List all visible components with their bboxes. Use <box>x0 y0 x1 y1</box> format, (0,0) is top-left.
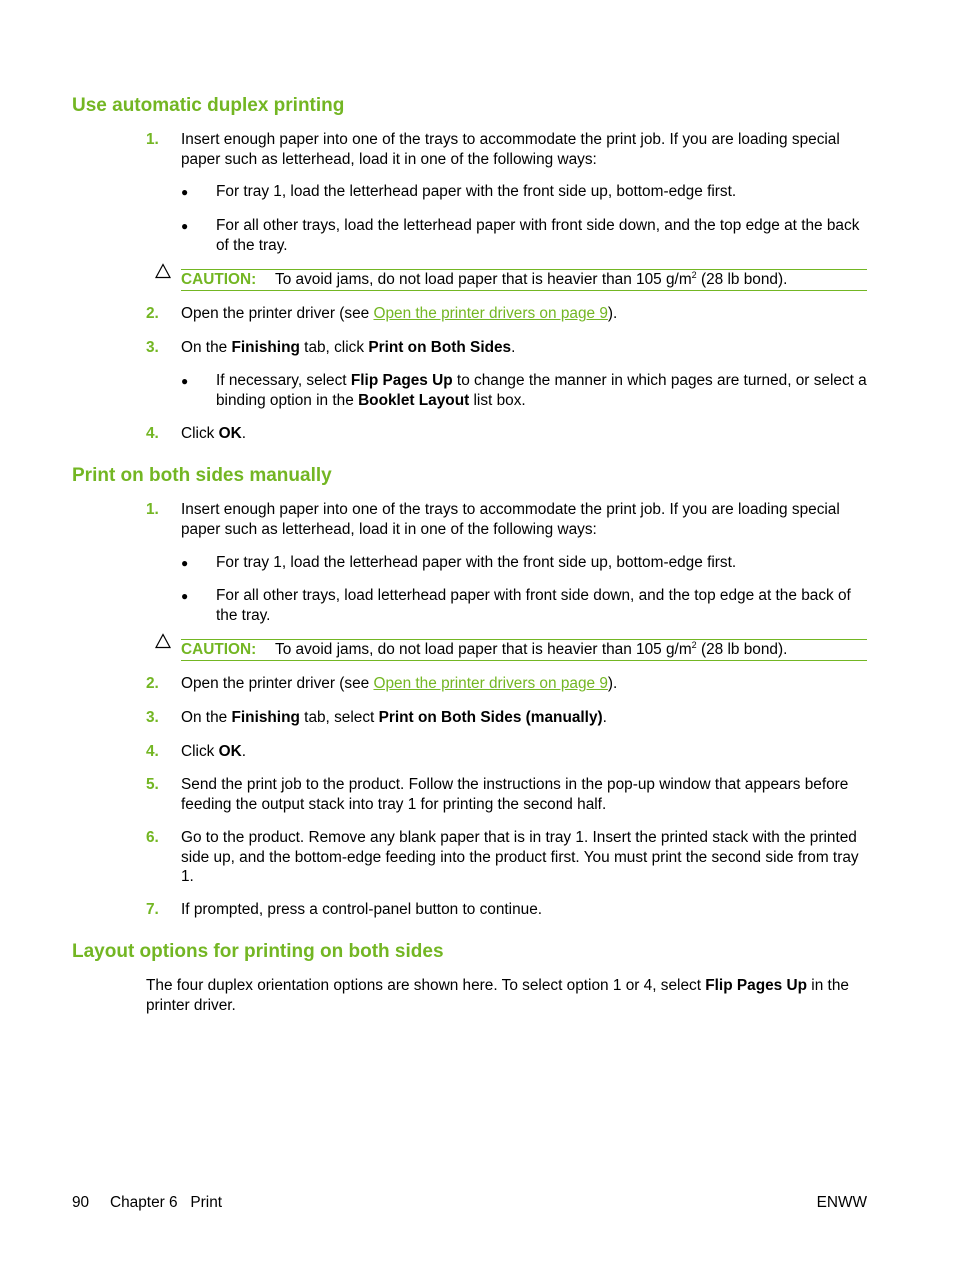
bullet-icon: ● <box>181 219 189 233</box>
bullet-icon: ● <box>181 374 189 388</box>
bold-term: Finishing <box>231 709 300 726</box>
step-number: 3. <box>146 339 159 356</box>
text: tab, select <box>299 709 379 726</box>
step-text: Send the print job to the product. Follow the instructions in the pop-up window that appears before feeding the output stack into tray 1 for printing the second half. <box>181 776 849 813</box>
bullet-text: For tray 1, load the letterhead paper with the front side up, bottom-edge first. <box>216 554 737 571</box>
caution-label: CAUTION: <box>181 271 257 288</box>
text: Open the printer driver (see <box>181 305 374 322</box>
step-text <box>181 424 871 444</box>
paragraph <box>146 976 871 1015</box>
caution-text: To avoid jams, do not load paper that is heavier than 105 g/m <box>275 271 692 288</box>
heading-print-both-sides-manually: Print on both sides manually <box>72 465 332 486</box>
caution-text-end: (28 lb bond). <box>696 641 788 658</box>
open-printer-drivers-link[interactable]: Open the printer drivers on page 9 <box>373 305 608 322</box>
footer-enww: ENWW <box>816 1194 867 1211</box>
step-text <box>181 304 871 324</box>
bullet-icon: ● <box>181 556 189 570</box>
heading-use-automatic-duplex: Use automatic duplex printing <box>72 95 345 116</box>
step-number: 2. <box>146 675 159 692</box>
step-text <box>181 708 871 728</box>
text: in the printer driver. <box>146 977 849 1014</box>
step-text: Insert enough paper into one of the trays to accommodate the print job. If you are loading special paper such as letterhead, load it in one of the following ways: <box>181 501 840 538</box>
text: On the <box>181 709 232 726</box>
caution-triangle-icon <box>155 263 171 279</box>
bold-term: Flip Pages Up <box>705 977 808 994</box>
superscript: 2 <box>691 639 697 650</box>
text: . <box>241 743 246 760</box>
bold-term: Print on Both Sides <box>368 339 512 356</box>
open-printer-drivers-link[interactable]: Open the printer drivers on page 9 <box>373 675 608 692</box>
bold-term: Booklet Layout <box>358 391 470 409</box>
text: ). <box>607 675 618 692</box>
text: . <box>241 425 246 442</box>
text: The four duplex orientation options are shown here. To select option 1 or 4, select <box>146 977 706 994</box>
text: to change the manner in which pages are turned, or select a binding option in the <box>216 372 867 409</box>
heading-layout-options: Layout options for printing on both sides <box>72 941 444 962</box>
chapter-label: Chapter 6 Print <box>110 1194 223 1211</box>
bullet-text: For all other trays, load the letterhead paper with front side down, and the top edge at the back of the tray. <box>216 217 860 254</box>
step-text: Go to the product. Remove any blank paper that is in tray 1. Insert the printed stack with the printed side up, and the bottom-edge feeding into the product first. You must print the second side from tray 1. <box>181 829 859 886</box>
step-text: Insert enough paper into one of the trays to accommodate the print job. If you are loading special paper such as letterhead, load it in one of the following ways: <box>181 131 840 168</box>
bullet-icon: ● <box>181 185 189 199</box>
text: tab, click <box>299 339 369 356</box>
step-number: 4. <box>146 425 159 442</box>
text: list box. <box>469 391 526 409</box>
superscript: 2 <box>691 269 697 280</box>
caution-label: CAUTION: <box>181 641 257 658</box>
bold-term: Flip Pages Up <box>350 372 453 389</box>
text: Click <box>181 425 219 442</box>
bold-term: Finishing <box>231 339 300 356</box>
text: Open the printer driver (see <box>181 675 374 692</box>
step-text <box>181 674 871 694</box>
step-text <box>181 742 871 762</box>
caution-triangle-icon <box>155 633 171 649</box>
step-text <box>181 338 871 358</box>
step-number: 3. <box>146 709 159 726</box>
text: . <box>511 339 516 356</box>
step-number: 5. <box>146 776 159 793</box>
caution-text-end: (28 lb bond). <box>696 271 788 288</box>
bullet-text: For all other trays, load letterhead paper with front side down, and the top edge at the back of the tray. <box>216 587 851 624</box>
step-number: 6. <box>146 829 159 846</box>
text: . <box>602 709 607 726</box>
bold-term: OK <box>218 743 242 760</box>
bullet-text <box>216 371 871 410</box>
text: ). <box>607 305 618 322</box>
text: Click <box>181 743 219 760</box>
bullet-icon: ● <box>181 589 189 603</box>
page-number: 90 <box>72 1194 90 1211</box>
step-number: 7. <box>146 901 159 918</box>
step-number: 1. <box>146 501 159 518</box>
step-number: 4. <box>146 743 159 760</box>
text: If necessary, select <box>216 372 351 389</box>
caution-text: To avoid jams, do not load paper that is heavier than 105 g/m <box>275 641 692 658</box>
bold-term: Print on Both Sides (manually) <box>378 709 603 726</box>
bullet-text: For tray 1, load the letterhead paper with the front side up, bottom-edge first. <box>216 183 737 200</box>
caution-note <box>181 269 867 291</box>
text: On the <box>181 339 232 356</box>
bold-term: OK <box>218 425 242 442</box>
caution-note <box>181 639 867 661</box>
step-number: 2. <box>146 305 159 322</box>
step-text: If prompted, press a control-panel button to continue. <box>181 901 543 918</box>
step-number: 1. <box>146 131 159 148</box>
